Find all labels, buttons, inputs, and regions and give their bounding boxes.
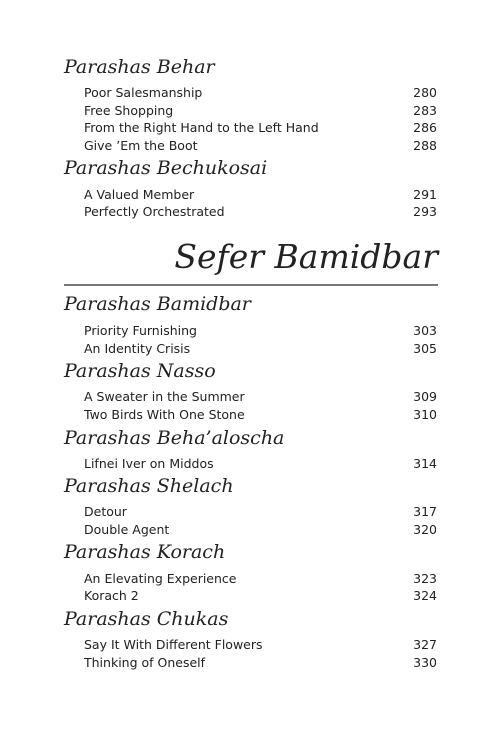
- entry-page: 327: [413, 637, 437, 652]
- entry-title: Free Shopping: [84, 103, 174, 118]
- entry-page: 303: [413, 323, 437, 338]
- entry-page: 314: [413, 456, 437, 471]
- entry-title: Lifnei Iver on Middos: [84, 456, 214, 471]
- entry-page: 330: [413, 655, 437, 670]
- sefer-title: Sefer Bamidbar: [174, 237, 438, 276]
- entry-page: 317: [413, 504, 437, 519]
- section-title-shelach: Parashas Shelach: [64, 475, 234, 497]
- entry-page: 280: [413, 85, 437, 100]
- entry-page: 324: [413, 588, 437, 603]
- section-title-chukas: Parashas Chukas: [64, 608, 229, 630]
- section-title-behaaloscha: Parashas Beha’aloscha: [64, 427, 285, 449]
- entry-title: Korach 2: [84, 588, 139, 603]
- divider-rule: [64, 284, 438, 286]
- entry-page: 310: [413, 407, 437, 422]
- entry-title: Detour: [84, 504, 127, 519]
- entry-page: 323: [413, 571, 437, 586]
- entry-page: 286: [413, 120, 437, 135]
- entry-title: Thinking of Oneself: [84, 655, 206, 670]
- section-title-bamidbar: Parashas Bamidbar: [64, 293, 251, 315]
- entry-page: 283: [413, 103, 437, 118]
- entry-title: An Identity Crisis: [84, 341, 191, 356]
- section-title-korach: Parashas Korach: [64, 541, 226, 563]
- entry-title: From the Right Hand to the Left Hand: [84, 120, 319, 135]
- entry-page: 305: [413, 341, 437, 356]
- entry-title: Two Birds With One Stone: [84, 407, 245, 422]
- entry-title: Poor Salesmanship: [84, 85, 203, 100]
- entry-title: An Elevating Experience: [84, 571, 237, 586]
- entry-title: Double Agent: [84, 522, 170, 537]
- section-title-behar: Parashas Behar: [64, 56, 215, 78]
- entry-title: A Sweater in the Summer: [84, 389, 245, 404]
- entry-title: Priority Furnishing: [84, 323, 197, 338]
- entry-title: Say It With Different Flowers: [84, 637, 263, 652]
- entry-page: 309: [413, 389, 437, 404]
- entry-page: 293: [413, 204, 437, 219]
- entry-page: 291: [413, 187, 437, 202]
- entry-page: 288: [413, 138, 437, 153]
- section-title-nasso: Parashas Nasso: [64, 360, 216, 382]
- entry-title: Perfectly Orchestrated: [84, 204, 225, 219]
- entry-page: 320: [413, 522, 437, 537]
- entry-title: Give ’Em the Boot: [84, 138, 198, 153]
- entry-title: A Valued Member: [84, 187, 195, 202]
- section-title-bechukosai: Parashas Bechukosai: [64, 157, 268, 179]
